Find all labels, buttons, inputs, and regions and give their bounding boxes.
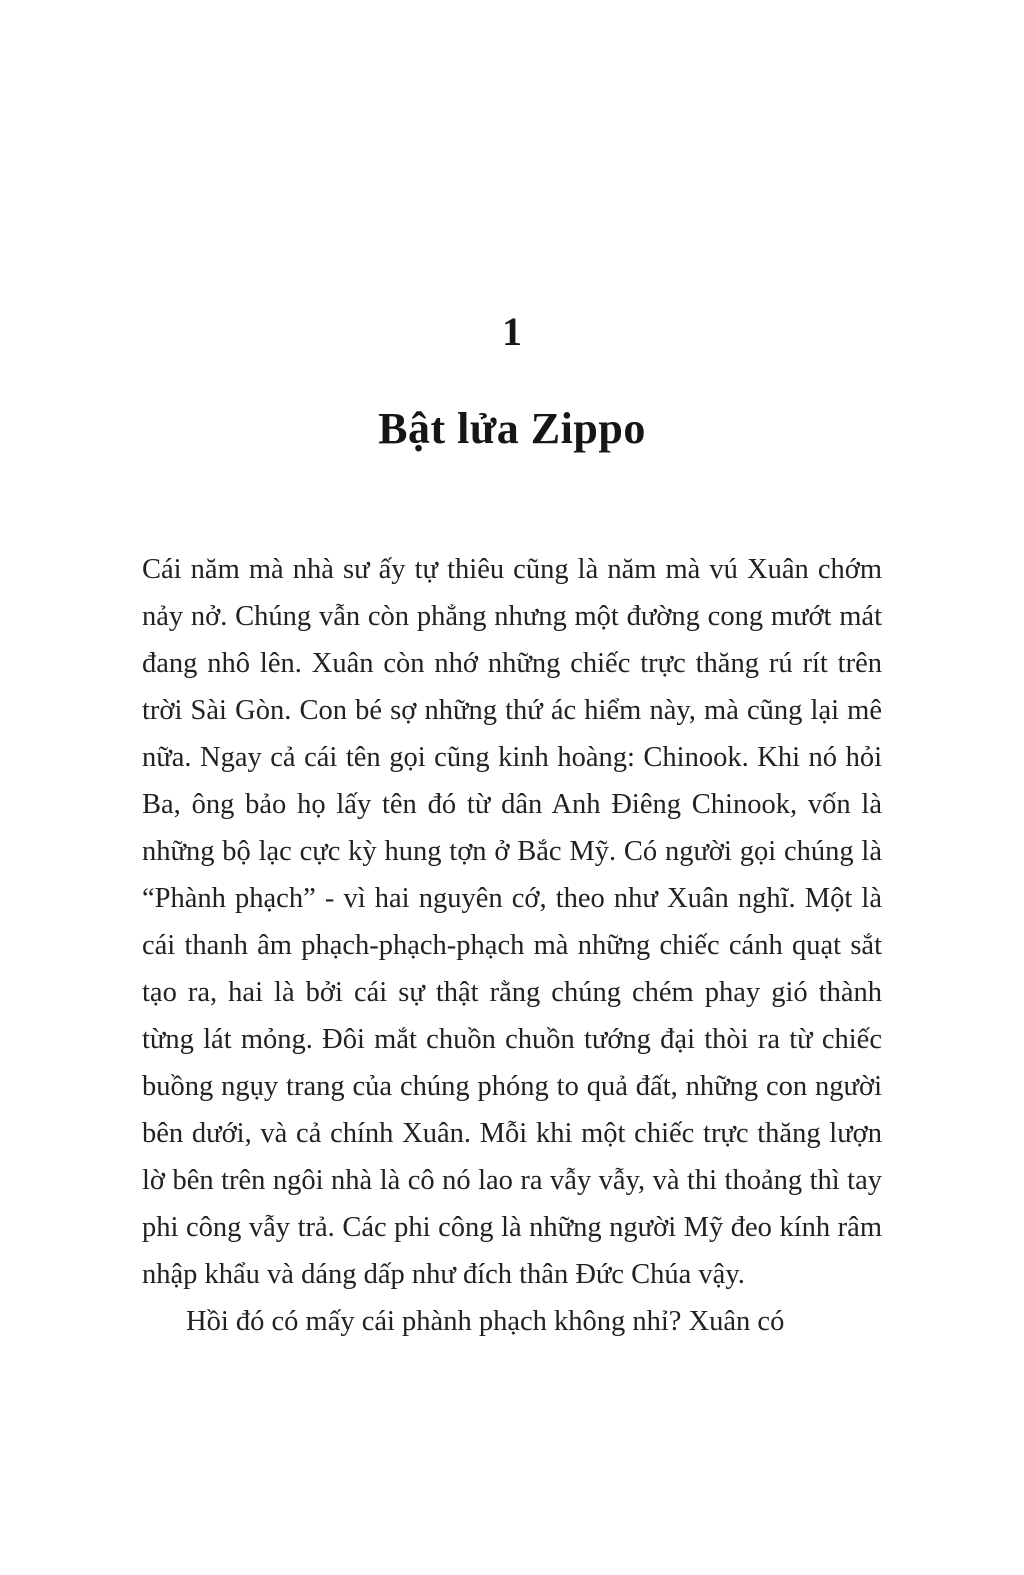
page-content [0, 308, 1024, 1345]
body-text [142, 546, 882, 1345]
chapter-title: Bật lửa Zippo [378, 404, 646, 453]
chapter-number: 1 [502, 309, 522, 354]
paragraph-1: Cái năm mà nhà sư ấy tự thiêu cũng là năm mà vú Xuân chớm nảy nở. Chúng vẫn còn phẳng nhưng một đường cong mướt mát đang nhô lên. Xuân còn nhớ những chiếc trực thăng rú rít trên trời Sài Gòn. Con bé sợ những thứ ác hiểm này, mà cũng lại mê nữa. Ngay cả cái tên gọi cũng kinh hoàng: Chinook. Khi nó hỏi Ba, ông bảo họ lấy tên đó từ dân Anh Điêng Chinook, vốn là những bộ lạc cực kỳ hung tợn ở Bắc Mỹ. Có người gọi chúng là “Phành phạch” - vì hai nguyên cớ, theo như Xuân nghĩ. Một là cái thanh âm phạch-phạch-phạch mà những chiếc cánh quạt sắt tạo ra, hai là bởi cái sự thật rằng chúng chém phay gió thành từng lát mỏng. Đôi mắt chuồn chuồn tướng đại thòi ra từ chiếc buồng ngụy trang của chúng phóng to quả đất, những con người bên dưới, và cả chính Xuân. Mỗi khi một chiếc trực thăng lượn lờ bên trên ngôi nhà là cô nó lao ra vẫy vẫy, và thi thoảng thì tay phi công vẫy trả. Các phi công là những người Mỹ đeo kính râm nhập khẩu và dáng dấp như đích thân Đức Chúa vậy. [142, 554, 882, 1290]
paragraph-2: Hồi đó có mấy cái phành phạch không nhỉ? Xuân có [186, 1306, 785, 1337]
